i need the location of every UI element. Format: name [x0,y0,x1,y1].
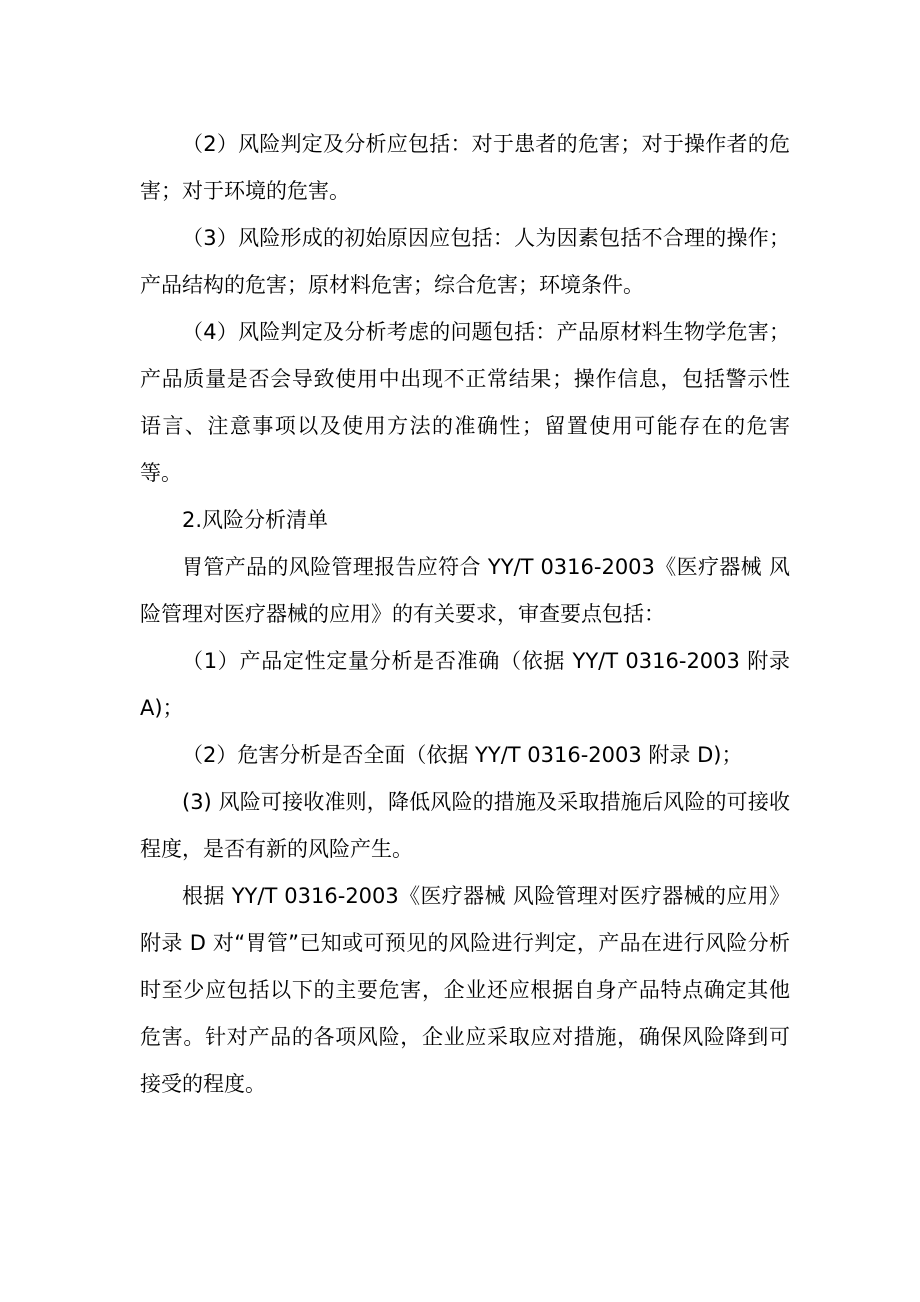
section-heading-risk-list: 2.风险分析清单 [182,508,329,532]
paragraph-hazard-judgment: （2）风险判定及分析应包括：对于患者的危害；对于操作者的危害；对于环境的危害。 [140,132,790,203]
paragraph-item-3: (3) 风险可接收准则，降低风险的措施及采取措施后风险的可接收程度，是否有新的风险产生。 [140,790,790,861]
paragraph-report-requirements: 胃管产品的风险管理报告应符合 YY/T 0316-2003《医疗器械 风险管理对医疗器械的应用》的有关要求，审查要点包括： [140,555,790,626]
paragraph-item-1: （1）产品定性定量分析是否准确（依据 YY/T 0316-2003 附录 A)； [140,649,790,720]
paragraph-initial-causes: （3）风险形成的初始原因应包括：人为因素包括不合理的操作；产品结构的危害；原材料危害；综合危害；环境条件。 [140,226,790,297]
document-body [140,121,790,1108]
paragraph-risk-determination: 根据 YY/T 0316-2003《医疗器械 风险管理对医疗器械的应用》附录 D 对“胃管”已知或可预见的风险进行判定，产品在进行风险分析时至少应包括以下的主要危害，企业还应根据自身产品特点确定其他危害。针对产品的各项风险，企业应采取应对措施，确保风险降到可接受的程度。 [140,884,790,1096]
paragraph-item-2: （2）危害分析是否全面（依据 YY/T 0316-2003 附录 D)； [182,743,743,767]
paragraph-analysis-issues: （4）风险判定及分析考虑的问题包括：产品原材料生物学危害；产品质量是否会导致使用中出现不正常结果；操作信息，包括警示性语言、注意事项以及使用方法的准确性；留置使用可能存在的危害等。 [140,320,790,485]
